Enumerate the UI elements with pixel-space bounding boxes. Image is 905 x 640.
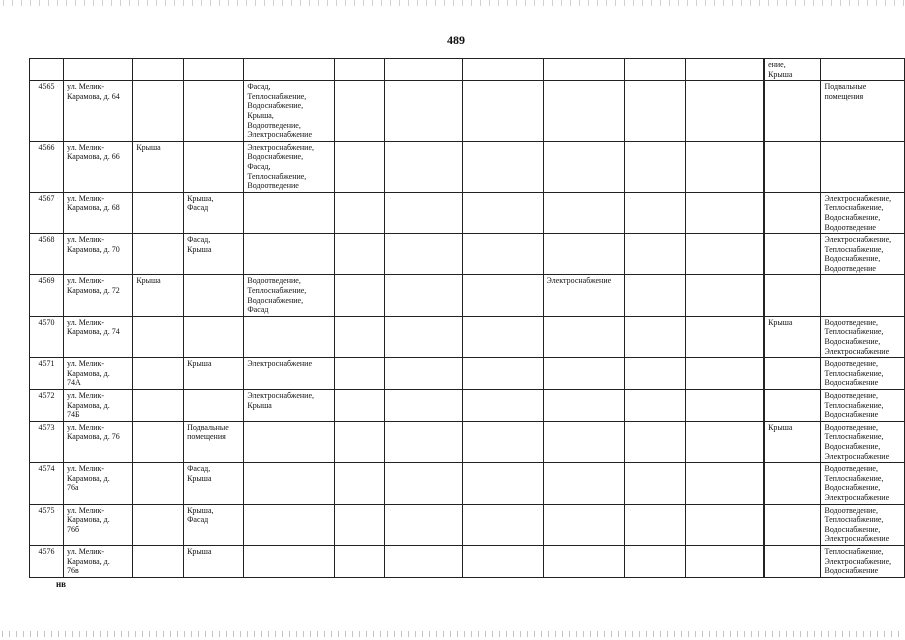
table-row [30,504,905,545]
table-cell [133,545,184,577]
table-cell [133,81,184,142]
table-cell [686,504,764,545]
table-cell: Крыша [133,141,184,192]
table-row [30,275,905,316]
table-cell [543,463,624,504]
table-cell [463,141,543,192]
table-row [30,81,905,142]
table-cell [686,421,764,462]
table-cell [624,421,686,462]
table-cell [335,234,384,275]
table-cell [335,275,384,316]
table-cell [463,421,543,462]
table-cell [384,463,463,504]
table-cell [463,545,543,577]
row-number-cell: 4573 [30,421,64,462]
table-cell [133,192,184,233]
table-cell [384,141,463,192]
table-cell: Водоотведение, Теплоснабжение, Водоснабжение, Электроснабжение [821,316,905,357]
table-cell [821,59,905,81]
table-cell: Электроснабжение [244,358,335,390]
page-number: 489 [447,33,465,47]
table-row [30,463,905,504]
table-row [30,141,905,192]
table-cell [543,192,624,233]
table-cell: Крыша, Фасад [184,192,244,233]
table-cell [765,141,821,192]
table-cell [335,504,384,545]
table-cell [335,59,384,81]
table-cell [463,463,543,504]
table-cell [184,59,244,81]
table-cell [765,504,821,545]
row-number-cell [30,59,64,81]
table-cell [543,390,624,422]
row-number-cell: 4574 [30,463,64,504]
table-cell [244,504,335,545]
table-cell [686,545,764,577]
address-cell: ул. Мелик- Карамова, д. 76 [64,421,133,462]
table-cell: Фасад, Крыша [184,234,244,275]
table-cell [384,275,463,316]
table-cell [335,463,384,504]
table-cell [765,390,821,422]
table-cell [686,59,764,81]
table-cell [244,59,335,81]
table-cell [133,358,184,390]
table-cell [463,234,543,275]
table-cell [244,421,335,462]
table-cell [463,192,543,233]
table-cell [184,390,244,422]
table-cell [624,358,686,390]
table-cell [335,390,384,422]
table-cell: Подвальные помещения [184,421,244,462]
table-cell [335,545,384,577]
row-number-cell: 4569 [30,275,64,316]
table-cell [384,545,463,577]
table-cell [686,463,764,504]
table-cell [543,545,624,577]
table-cell [133,463,184,504]
document-table-wrapper [29,58,905,578]
table-cell [765,358,821,390]
table-cell: Водоотведение, Теплоснабжение, Водоснабжение [821,390,905,422]
table-cell [384,59,463,81]
table-cell [624,504,686,545]
row-number-cell: 4568 [30,234,64,275]
table-cell [686,141,764,192]
table-cell [624,545,686,577]
table-cell [624,275,686,316]
address-cell: ул. Мелик- Карамова, д. 74Б [64,390,133,422]
table-cell [384,504,463,545]
table-row [30,390,905,422]
table-cell [244,234,335,275]
table-cell [543,421,624,462]
table-cell [244,192,335,233]
address-cell: ул. Мелик- Карамова, д. 76в [64,545,133,577]
table-cell [543,316,624,357]
address-cell: ул. Мелик- Карамова, д. 76а [64,463,133,504]
table-cell [133,234,184,275]
address-cell: ул. Мелик- Карамова, д. 74 [64,316,133,357]
table-cell [335,192,384,233]
table-cell [686,275,764,316]
table-cell [624,59,686,81]
table-cell: Электроснабжение, Крыша [244,390,335,422]
address-cell: ул. Мелик- Карамова, д. 70 [64,234,133,275]
table-cell: Электроснабжение [543,275,624,316]
table-cell: Крыша [765,316,821,357]
table-row [30,192,905,233]
table-cell [686,390,764,422]
row-number-cell: 4571 [30,358,64,390]
table-cell [765,545,821,577]
table-cell [244,545,335,577]
table-cell: ение, Крыша [765,59,821,81]
table-row [30,234,905,275]
table-cell: Крыша [133,275,184,316]
table-cell: Фасад, Теплоснабжение, Водоснабжение, Крыша, Водоотведение, Электроснабжение [244,81,335,142]
table-cell [384,421,463,462]
address-cell: ул. Мелик- Карамова, д. 72 [64,275,133,316]
table-cell: Водоотведение, Теплоснабжение, Водоснабжение, Электроснабжение [821,463,905,504]
table-cell [765,192,821,233]
table-cell [463,504,543,545]
row-number-cell: 4570 [30,316,64,357]
table-row [30,316,905,357]
table-cell [624,141,686,192]
table-cell [686,358,764,390]
table-cell: Крыша, Фасад [184,504,244,545]
table-cell [384,234,463,275]
table-cell [624,234,686,275]
table-cell [184,275,244,316]
table-cell [686,192,764,233]
table-cell [335,421,384,462]
table-cell [133,504,184,545]
table-cell [543,141,624,192]
table-cell [184,141,244,192]
table-cell [463,59,543,81]
table-cell [384,81,463,142]
table-cell [543,234,624,275]
row-number-cell: 4567 [30,192,64,233]
table-cell [133,390,184,422]
table-cell [624,81,686,142]
table-cell [765,81,821,142]
table-cell [244,463,335,504]
table-cell [765,463,821,504]
table-cell [335,316,384,357]
table-cell [543,358,624,390]
table-cell [463,81,543,142]
table-cell [624,390,686,422]
footer-mark: нв [56,579,67,589]
table-cell [624,192,686,233]
table-cell [765,234,821,275]
row-number-cell: 4565 [30,81,64,142]
table-cell [384,192,463,233]
table-cell [463,316,543,357]
table-cell [543,81,624,142]
table-row [30,421,905,462]
table-cell [624,463,686,504]
table-cell [543,504,624,545]
table-cell: Водоотведение, Теплоснабжение, Водоснабжение [821,358,905,390]
table-cell [335,358,384,390]
table-cell: Электроснабжение, Водоснабжение, Фасад, Теплоснабжение, Водоотведение [244,141,335,192]
row-number-cell: 4576 [30,545,64,577]
scan-noise-top [0,0,905,6]
table-cell [821,141,905,192]
scan-noise-bottom [0,631,905,637]
address-cell [64,59,133,81]
row-number-cell: 4572 [30,390,64,422]
table-cell: Водоотведение, Теплоснабжение, Водоснабжение, Электроснабжение [821,504,905,545]
table-cell [686,81,764,142]
table-cell [244,316,335,357]
table-cell: Фасад, Крыша [184,463,244,504]
table-cell: Крыша [184,358,244,390]
table-cell [463,358,543,390]
table-cell: Электроснабжение, Теплоснабжение, Водоснабжение, Водоотведение [821,192,905,233]
table-cell: Электроснабжение, Теплоснабжение, Водоснабжение, Водоотведение [821,234,905,275]
table-cell [543,59,624,81]
table-cell [821,275,905,316]
table-cell [184,81,244,142]
table-cell: Крыша [184,545,244,577]
address-cell: ул. Мелик- Карамова, д. 76б [64,504,133,545]
table-cell [335,81,384,142]
table-cell [686,234,764,275]
table-cell: Водоотведение, Теплоснабжение, Водоснабжение, Электроснабжение [821,421,905,462]
row-number-cell: 4566 [30,141,64,192]
table-cell: Водоотведение, Теплоснабжение, Водоснабжение, Фасад [244,275,335,316]
table-header-row [30,59,905,81]
schedule-table [29,58,905,578]
table-cell [463,275,543,316]
address-cell: ул. Мелик- Карамова, д. 66 [64,141,133,192]
table-cell [765,275,821,316]
table-cell [133,59,184,81]
row-number-cell: 4575 [30,504,64,545]
address-cell: ул. Мелик- Карамова, д. 74А [64,358,133,390]
address-cell: ул. Мелик- Карамова, д. 64 [64,81,133,142]
table-cell [384,390,463,422]
table-body [30,59,905,578]
table-cell [133,316,184,357]
table-cell [133,421,184,462]
table-cell [384,358,463,390]
table-cell [335,141,384,192]
table-cell [384,316,463,357]
table-cell [624,316,686,357]
table-cell: Крыша [765,421,821,462]
table-row [30,358,905,390]
table-row [30,545,905,577]
address-cell: ул. Мелик- Карамова, д. 68 [64,192,133,233]
table-cell: Теплоснабжение, Электроснабжение, Водоснабжение [821,545,905,577]
table-cell [184,316,244,357]
table-cell [463,390,543,422]
table-cell [686,316,764,357]
table-cell: Подвальные помещения [821,81,905,142]
